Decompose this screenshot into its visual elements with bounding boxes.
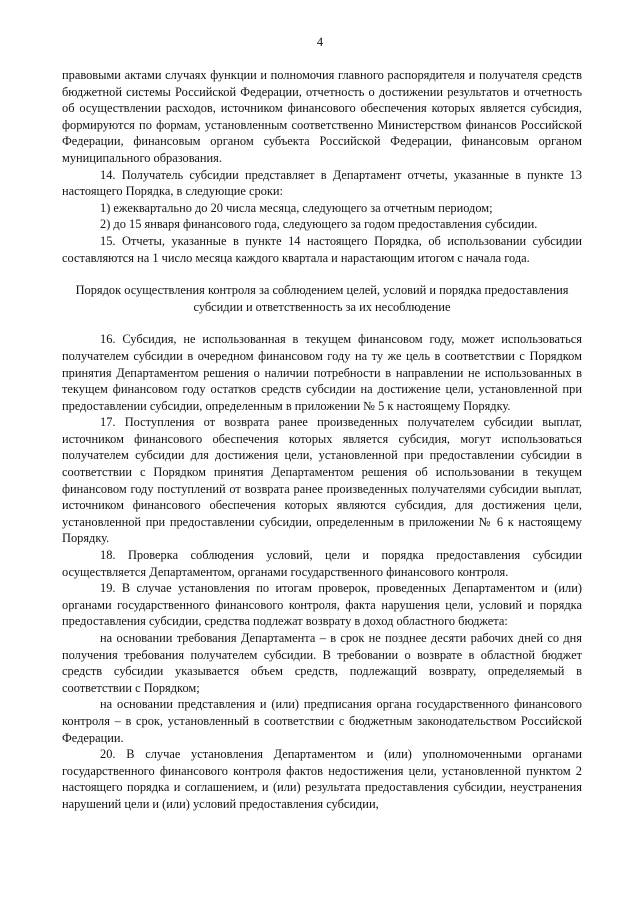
page-number: 4: [316, 35, 324, 49]
paragraph-20: 20. В случае установления Департаментом и (или) уполномоченными органами государственного финансового контроля фактов недостижения цели, установленной пунктом 2 настоящего порядка и соглашением, и (или) результата предоставления субсидии, неустранения нарушений цели и (или) условий предоставления субсидии,: [62, 747, 582, 811]
paragraph-16: 16. Субсидия, не использованная в текущем финансовом году, может использоваться получателем субсидии в очередном финансовом году на ту же цель в соответствии с Порядком принятия Департаментом решения о наличии потребности в направлении не использованных в текущем финансовом году остатков средств субсидии на достижение цели, установленной при предоставлении субсидии, определенным в приложении № 5 к настоящему Порядку.: [62, 332, 582, 413]
list-item-2: 2) до 15 января финансового года, следующего за годом предоставления субсидии.: [100, 217, 538, 232]
section-heading: Порядок осуществления контроля за соблюдением целей, условий и порядка предоставления субсидии и ответственность за их несоблюдение: [75, 283, 569, 314]
paragraph-19-item-2: на основании представления и (или) предписания органа государственного финансового контроля – в срок, установленный в соответствии с бюджетным законодательством Российской Федерации.: [62, 697, 582, 745]
paragraph-19: 19. В случае установления по итогам проверок, проведенных Департаментом и (или) органами государственного финансового контроля, факта нарушения цели, условий и порядка предоставления субсидии, средства подлежат возврату в доход областного бюджета:: [62, 581, 582, 629]
list-item-1: 1) ежеквартально до 20 числа месяца, следующего за отчетным периодом;: [100, 200, 493, 215]
paragraph-13-continuation: правовыми актами случаях функции и полномочия главного распорядителя и получателя средств бюджетной системы Российской Федерации, отчетность о достижении результатов и отчетность об осуществлении расходов, источником финансового обеспечения которых является субсидия, формируются по формам, установленным соответственно Министерством финансов Российской Федерации, финансовым органом субъекта Российской Федерации, финансовым органом муниципального образования.: [62, 68, 582, 165]
paragraph-17: 17. Поступления от возврата ранее произведенных получателем субсидии выплат, источником финансового обеспечения которых является субсидия, могут использоваться получателем субсидии для достижения цели, установленной при предоставлении субсидии в соответствии с Порядком принятия Департаментом решения об использовании в текущем финансовом году поступлений от возврата ранее произведенных получателями субсидии выплат, источником финансового обеспечения которых являются субсидия, для достижения цели, установленной при предоставлении субсидии, определенным в приложении № 6 к настоящему Порядку.: [62, 415, 582, 546]
document-body: [62, 67, 582, 813]
paragraph-15: 15. Отчеты, указанные в пункте 14 настоящего Порядка, об использовании субсидии составляются на 1 число месяца каждого квартала и нарастающим итогом с начала года.: [62, 233, 582, 265]
paragraph-18: 18. Проверка соблюдения условий, цели и порядка предоставления субсидии осуществляется Департаментом, органами государственного финансового контроля.: [62, 548, 582, 579]
paragraph-14: 14. Получатель субсидии представляет в Департамент отчеты, указанные в пункте 13 настоящего Порядка, в следующие сроки:: [62, 167, 582, 199]
paragraph-19-item-1: на основании требования Департамента – в срок не позднее десяти рабочих дней со дня получения требования получателем субсидии. В требовании о возврате в областной бюджет средств субсидии указывается объем средств, подлежащий возврату, определяемый в соответствии с Порядком;: [62, 631, 582, 695]
